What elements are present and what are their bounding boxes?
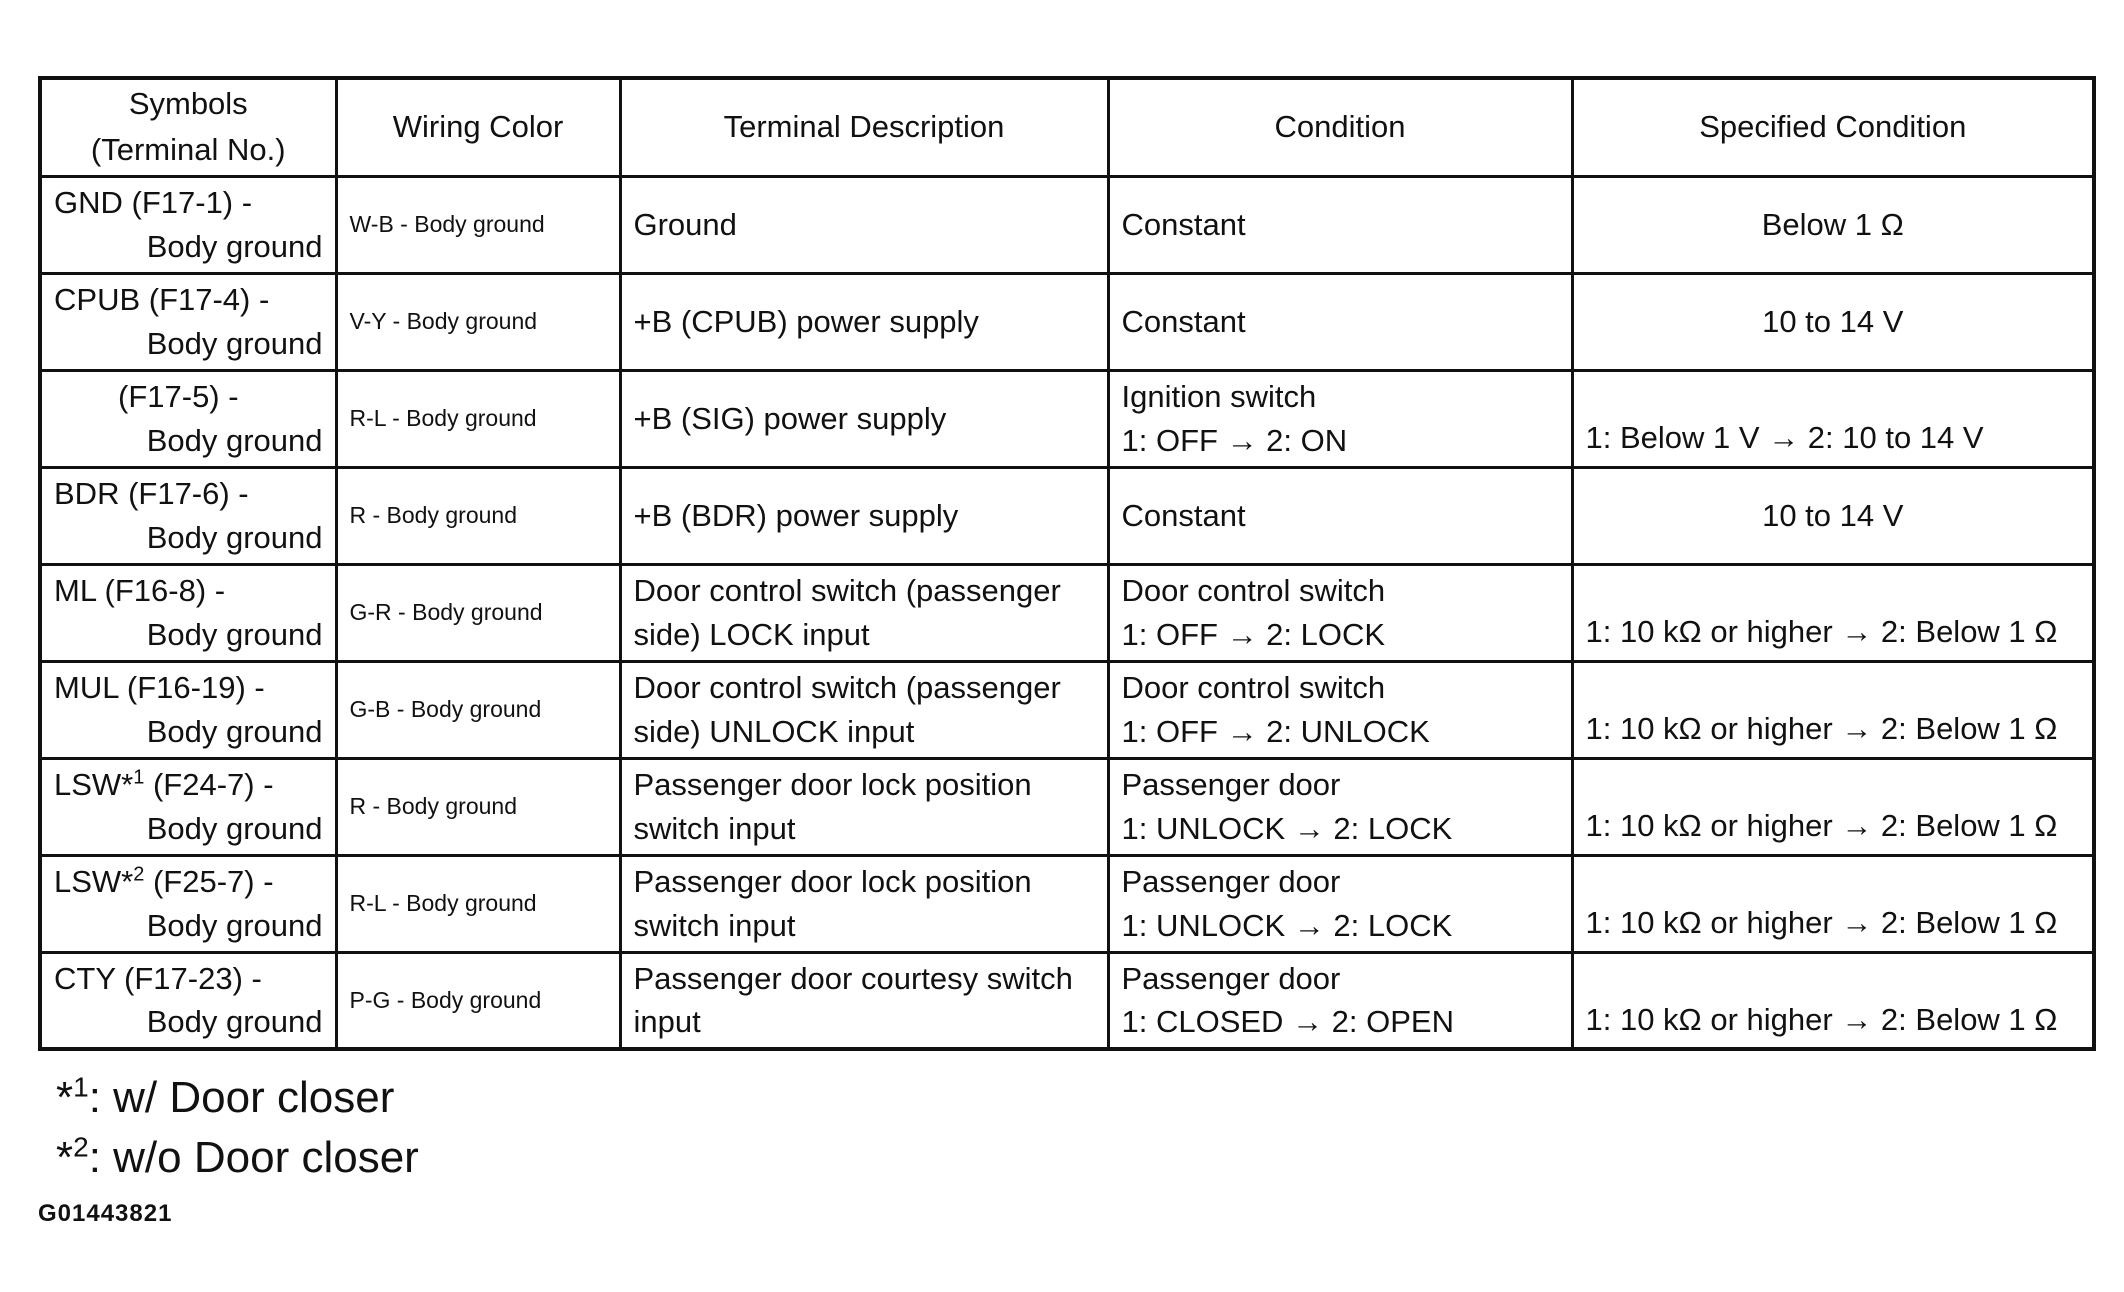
header-terminal-description: Terminal Description xyxy=(620,78,1108,176)
condition-cell: Passenger door 1: UNLOCK → 2: LOCK xyxy=(1121,767,1453,846)
footnote-text: : w/o Door closer xyxy=(88,1133,419,1182)
symbol-cell xyxy=(40,273,336,370)
symbol-ground: Body ground xyxy=(146,810,323,846)
condition-cell: Ignition switch 1: OFF → 2: ON xyxy=(1121,379,1348,458)
symbol-ground: Body ground xyxy=(146,325,323,361)
terminal-description-cell: Door control switch (passenger side) LOCK input xyxy=(633,573,1061,652)
figure-code: G01443821 xyxy=(38,1200,173,1227)
terminal-description-cell: Ground xyxy=(633,206,737,242)
table-row xyxy=(40,273,2094,370)
symbol-ground: Body ground xyxy=(146,1004,323,1040)
wiring-color-cell: G-R - Body ground xyxy=(336,564,620,661)
symbol-cell xyxy=(40,564,336,661)
terminal-inspection-table xyxy=(38,76,2096,1051)
terminal-description-cell: Door control switch (passenger side) UNLOCK input xyxy=(633,670,1061,749)
condition-cell: Constant xyxy=(1121,497,1246,533)
specified-condition-cell: 1: 10 kΩ or higher → 2: Below 1 Ω xyxy=(1585,1001,2058,1037)
symbol-cell xyxy=(40,952,336,1049)
symbol-ground: Body ground xyxy=(146,519,323,555)
symbol-ground: Body ground xyxy=(146,616,323,652)
specified-condition-cell: 1: Below 1 V → 2: 10 to 14 V xyxy=(1585,420,1984,456)
wiring-color-cell: R-L - Body ground xyxy=(336,370,620,467)
table-row xyxy=(40,758,2094,855)
header-condition: Condition xyxy=(1108,78,1572,176)
terminal-description-cell: +B (CPUB) power supply xyxy=(633,303,979,339)
symbol-terminal: CTY (F17-23) - xyxy=(54,960,262,996)
header-wiring-color: Wiring Color xyxy=(336,78,620,176)
symbol-ground: Body ground xyxy=(146,422,323,458)
specified-condition-cell: Below 1 Ω xyxy=(1761,206,1904,242)
wiring-color-cell: R - Body ground xyxy=(336,758,620,855)
symbol-cell xyxy=(40,855,336,952)
symbol-terminal: LSW* xyxy=(54,864,134,900)
terminal-description-cell: +B (SIG) power supply xyxy=(633,400,947,436)
symbol-terminal-rest: (F24-7) - xyxy=(144,767,274,803)
table-row xyxy=(40,176,2094,273)
footnote-mark: * xyxy=(56,1133,74,1182)
footnote-ref: 1 xyxy=(133,766,145,789)
footnotes xyxy=(56,1068,419,1188)
symbol-cell xyxy=(40,176,336,273)
symbol-ground: Body ground xyxy=(146,907,323,943)
condition-cell: Passenger door 1: UNLOCK → 2: LOCK xyxy=(1121,864,1453,943)
wiring-color-cell: P-G - Body ground xyxy=(336,952,620,1049)
symbol-terminal: BDR (F17-6) - xyxy=(54,476,249,512)
condition-cell: Constant xyxy=(1121,206,1246,242)
symbol-terminal: ML (F16-8) - xyxy=(54,573,226,609)
specified-condition-cell: 1: 10 kΩ or higher → 2: Below 1 Ω xyxy=(1585,808,2058,844)
symbol-terminal: (F17-5) - xyxy=(118,379,239,415)
symbol-terminal-rest: (F25-7) - xyxy=(144,864,274,900)
footnote-2 xyxy=(56,1128,419,1188)
terminal-description-cell: Passenger door courtesy switch input xyxy=(633,960,1073,1040)
table-row xyxy=(40,564,2094,661)
footnote-number: 1 xyxy=(73,1071,89,1103)
specified-condition-cell: 1: 10 kΩ or higher → 2: Below 1 Ω xyxy=(1585,614,2058,650)
footnote-1 xyxy=(56,1068,419,1128)
specified-condition-cell: 10 to 14 V xyxy=(1762,497,1904,533)
symbol-terminal: LSW* xyxy=(54,767,134,803)
footnote-ref: 2 xyxy=(133,863,145,886)
symbol-terminal: MUL (F16-19) - xyxy=(54,670,265,706)
table-row xyxy=(40,370,2094,467)
condition-cell: Passenger door 1: CLOSED → 2: OPEN xyxy=(1121,960,1454,1040)
symbol-terminal: CPUB (F17-4) - xyxy=(54,282,270,318)
symbol-cell xyxy=(40,370,336,467)
condition-cell: Door control switch 1: OFF → 2: UNLOCK xyxy=(1121,670,1430,749)
condition-cell: Constant xyxy=(1121,303,1246,339)
header-specified-condition: Specified Condition xyxy=(1572,78,2094,176)
specified-condition-cell: 10 to 14 V xyxy=(1762,303,1904,339)
symbol-cell xyxy=(40,758,336,855)
wiring-color-cell: G-B - Body ground xyxy=(336,661,620,758)
symbol-terminal: GND (F17-1) - xyxy=(54,185,253,221)
wiring-color-cell: R-L - Body ground xyxy=(336,855,620,952)
table-header-row xyxy=(40,78,2094,176)
terminal-description-cell: +B (BDR) power supply xyxy=(633,497,959,533)
wiring-color-cell: W-B - Body ground xyxy=(336,176,620,273)
table-row xyxy=(40,467,2094,564)
symbol-ground: Body ground xyxy=(146,228,323,264)
footnote-text: : w/ Door closer xyxy=(88,1073,395,1122)
wiring-color-cell: V-Y - Body ground xyxy=(336,273,620,370)
wiring-color-cell: R - Body ground xyxy=(336,467,620,564)
table-row xyxy=(40,952,2094,1049)
terminal-description-cell: Passenger door lock position switch input xyxy=(633,864,1032,943)
footnote-mark: * xyxy=(56,1073,74,1122)
condition-cell: Door control switch 1: OFF → 2: LOCK xyxy=(1121,573,1386,652)
footnote-number: 2 xyxy=(73,1131,89,1163)
terminal-description-cell: Passenger door lock position switch input xyxy=(633,767,1032,846)
table-row xyxy=(40,855,2094,952)
symbol-ground: Body ground xyxy=(146,713,323,749)
specified-condition-cell: 1: 10 kΩ or higher → 2: Below 1 Ω xyxy=(1585,711,2058,747)
symbol-cell xyxy=(40,467,336,564)
header-symbols: Symbols (Terminal No.) xyxy=(40,78,336,176)
table-row xyxy=(40,661,2094,758)
symbol-cell xyxy=(40,661,336,758)
specified-condition-cell: 1: 10 kΩ or higher → 2: Below 1 Ω xyxy=(1585,905,2058,941)
